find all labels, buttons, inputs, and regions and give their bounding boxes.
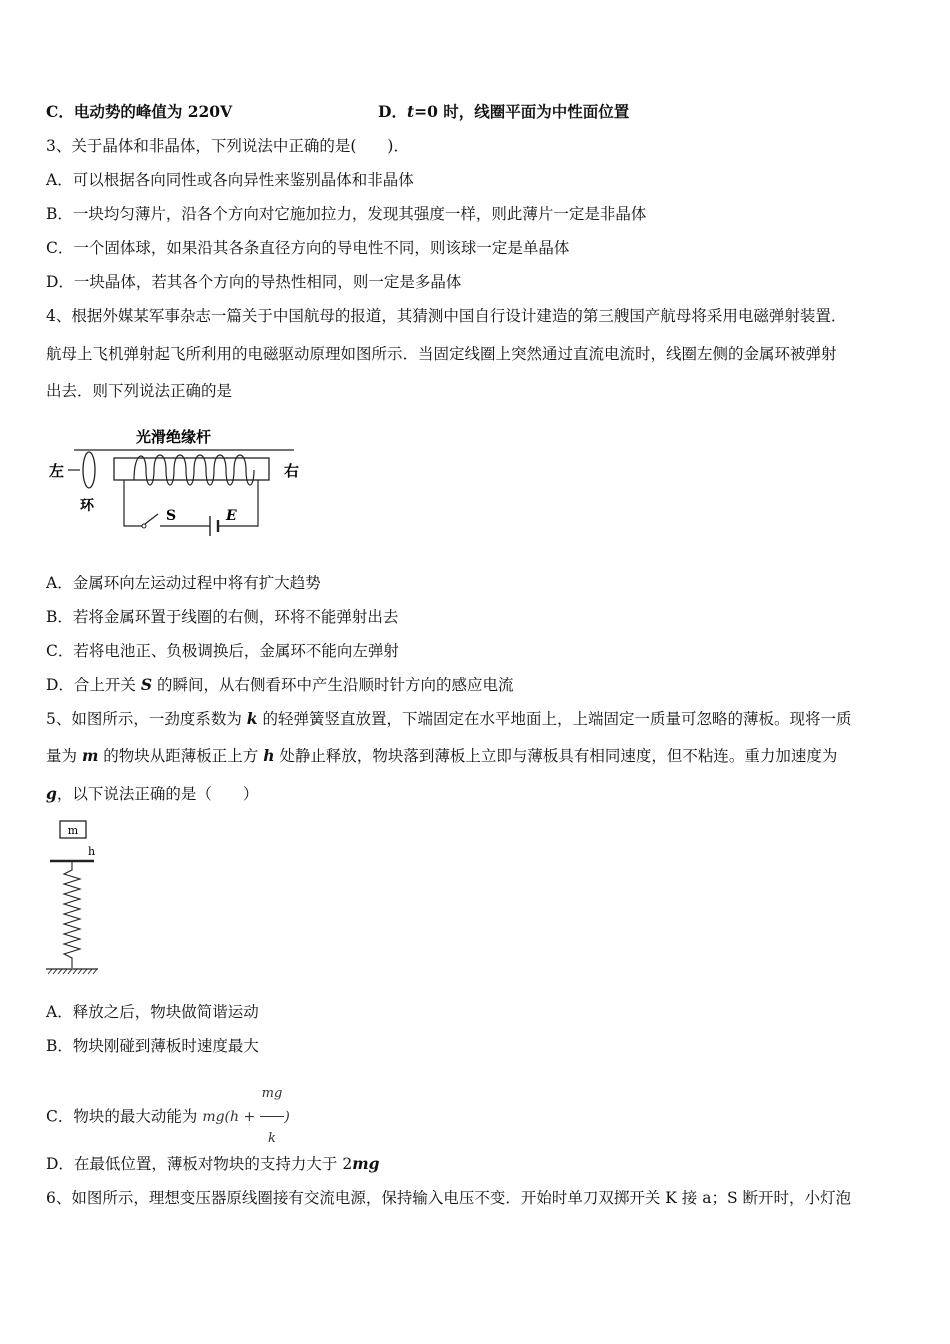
q6-stem: 6、如图所示，理想变压器原线圈接有交流电源，保持输入电压不变．开始时单刀双掷开关 K 接 a；S 断开时，小灯泡 bbox=[46, 1189, 852, 1207]
q4-option-a: A．金属环向左运动过程中将有扩大趋势 bbox=[46, 574, 321, 592]
q2-option-c: C．电动势的峰值为 220V bbox=[46, 102, 233, 121]
q4-stem-line3: 出去．则下列说法正确的是 bbox=[46, 382, 233, 400]
q4-option-c: C．若将电池正、负极调换后，金属环不能向左弹射 bbox=[46, 642, 399, 660]
rod-label: 光滑绝缘杆 bbox=[136, 428, 212, 446]
spring bbox=[64, 862, 80, 968]
q4-option-d: D．合上开关 S 的瞬间，从右侧看环中产生沿顺时针方向的感应电流 bbox=[46, 675, 514, 694]
switch-label: S bbox=[166, 508, 177, 524]
mass-label: m bbox=[67, 824, 79, 837]
q3-option-d: D．一块晶体，若其各个方向的导热性相同，则一定是多晶体 bbox=[46, 273, 462, 291]
q5-option-a: A．释放之后，物块做简谐运动 bbox=[46, 1003, 259, 1021]
metal-ring bbox=[83, 452, 95, 488]
q2-option-d: D．t=0 时，线圈平面为中性面位置 bbox=[378, 102, 630, 121]
q3-stem: 3、关于晶体和非晶体，下列说法中正确的是( )． bbox=[46, 137, 409, 155]
left-label: 左 bbox=[49, 462, 65, 480]
q4-stem-line2: 航母上飞机弹射起飞所利用的电磁驱动原理如图所示．当固定线圈上突然通过直流电流时，线圈左侧的金属环被弹射 bbox=[46, 345, 837, 363]
q4-launcher-diagram bbox=[46, 420, 316, 550]
q5-spring-diagram bbox=[44, 818, 104, 978]
q3-option-b: B．一块均匀薄片，沿各个方向对它施加拉力，发现其强度一样，则此薄片一定是非晶体 bbox=[46, 205, 647, 223]
ground-hatch bbox=[48, 969, 97, 974]
max-kinetic-energy-formula: mg(h + $\frac{mg}{k}$ ) bbox=[202, 1109, 289, 1125]
switch-contact bbox=[142, 524, 146, 528]
q3-option-a: A．可以根据各向同性或各向异性来鉴别晶体和非晶体 bbox=[46, 171, 414, 189]
q5-stem-line2: 量为 m 的物块从距薄板正上方 h 处静止释放，物块落到薄板上立即与薄板具有相同速度，但不粘连。重力加速度为 bbox=[46, 746, 838, 765]
q5-stem-line1: 5、如图所示，一劲度系数为 k 的轻弹簧竖直放置，下端固定在水平地面上，上端固定一质量可忽略的薄板。现将一质 bbox=[46, 709, 852, 728]
q5-option-c: C．物块的最大动能为 mg(h + $\frac{mg}{k}$ ) bbox=[46, 1072, 290, 1161]
q5-option-b: B．物块刚碰到薄板时速度最大 bbox=[46, 1037, 259, 1055]
q5-option-d: D．在最低位置，薄板对物块的支持力大于 2mg bbox=[46, 1154, 380, 1173]
q4-option-b: B．若将金属环置于线圈的右侧，环将不能弹射出去 bbox=[46, 608, 399, 626]
ring-label: 环 bbox=[80, 498, 94, 514]
q3-option-c: C．一个固体球，如果沿其各条直径方向的导电性不同，则该球一定是单晶体 bbox=[46, 239, 570, 257]
battery-label: E bbox=[226, 508, 237, 524]
switch-lever bbox=[145, 514, 158, 524]
height-label: h bbox=[88, 845, 96, 858]
right-label: 右 bbox=[284, 462, 300, 480]
q4-stem-line1: 4、根据外媒某军事杂志一篇关于中国航母的报道，其猜测中国自行设计建造的第三艘国产航母将采用电磁弹射装置． bbox=[46, 307, 847, 325]
q5-stem-line3: g，以下说法正确的是（ ） bbox=[46, 784, 259, 803]
